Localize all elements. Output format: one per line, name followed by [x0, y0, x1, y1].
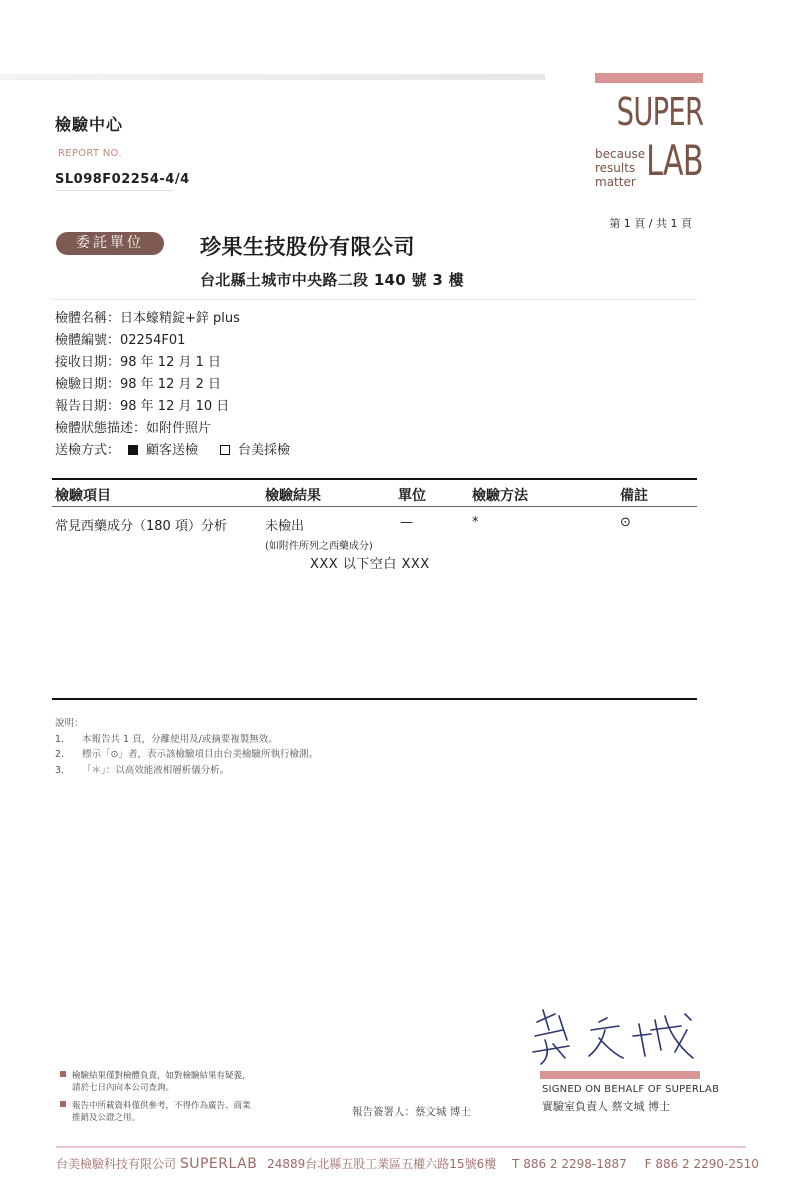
report-number: SL098F02254-4/4	[55, 172, 190, 187]
sample-id: 檢體編號：02254F01	[55, 333, 186, 348]
center-title: 檢驗中心	[55, 115, 124, 134]
bullet-square-icon	[60, 1101, 66, 1107]
note-item: 3. 「＊」：以高效能液相層析儀分析。	[55, 764, 230, 776]
header-unit: 單位	[398, 488, 426, 504]
top-scan-line	[0, 74, 545, 80]
logo-results: results	[595, 161, 636, 175]
header-item: 檢驗項目	[55, 488, 111, 504]
footer-divider	[56, 1146, 746, 1148]
signature-accent-bar	[540, 1071, 700, 1079]
report-number-underline	[55, 190, 173, 191]
notes	[55, 716, 318, 778]
logo-matter: matter	[595, 175, 636, 189]
option-sampling: 台美採檢	[238, 443, 291, 458]
checked-box-icon	[128, 445, 138, 455]
header-result: 檢驗結果	[265, 488, 321, 504]
option-customer: 顧客送檢	[146, 443, 199, 458]
received-date: 接收日期：98 年 12 月 1 日	[55, 355, 222, 370]
table-top-rule	[52, 478, 697, 480]
header-divider	[52, 299, 697, 300]
unchecked-box-icon	[220, 445, 230, 455]
client-company: 珍果生技股份有限公司	[200, 235, 415, 259]
note-item: 1. 本報告共 1 頁，分離使用及/或摘要複製無效。	[55, 733, 278, 745]
report-signer: 報告簽署人：蔡文城 博士	[352, 1106, 471, 1118]
superlab-logo	[595, 73, 703, 189]
logo-super-text: SUPER	[616, 90, 703, 134]
row-unit: —	[400, 515, 413, 530]
footer	[56, 1155, 759, 1172]
report-no-label: REPORT NO.	[58, 148, 122, 159]
lab-director: 實驗室負責人 蔡文城 博士	[542, 1100, 670, 1113]
tested-date: 檢驗日期：98 年 12 月 2 日	[55, 377, 222, 392]
logo-because: because	[595, 147, 646, 161]
table-header-rule	[52, 506, 697, 507]
client-address: 台北縣土城市中央路二段 140 號 3 樓	[200, 271, 464, 289]
bullet-square-icon	[60, 1071, 66, 1077]
row-item: 常見西藥成分（180 項）分析	[55, 519, 227, 534]
footer-address: 24889台北縣五股工業區五權六路15號6樓	[267, 1157, 497, 1171]
page-count: 第 1 頁 / 共 1 頁	[609, 217, 692, 230]
reported-date: 報告日期：98 年 12 月 10 日	[55, 399, 230, 414]
footer-fax: F 886 2 2290-2510	[644, 1157, 759, 1171]
table-bottom-rule	[52, 698, 697, 700]
footer-brand: SUPERLAB	[179, 1156, 258, 1172]
logo-accent-bar	[595, 73, 703, 83]
sample-name: 檢體名稱：日本蠔精錠+鋅 plus	[55, 311, 240, 326]
notes-title: 說明：	[55, 718, 84, 729]
signed-on-behalf: SIGNED ON BEHALF OF SUPERLAB	[542, 1084, 720, 1095]
header-method: 檢驗方法	[472, 488, 528, 504]
submission-method-label: 送檢方式：	[55, 443, 121, 458]
row-method: *	[472, 515, 479, 530]
handwritten-signature	[515, 1000, 705, 1070]
client-badge: 委託單位	[56, 232, 164, 255]
header-remark: 備註	[620, 488, 648, 504]
footer-company: 台美檢驗科技有限公司	[56, 1157, 177, 1171]
table-end-marker: XXX 以下空白 XXX	[310, 557, 430, 572]
note-item: 2. 標示「⊙」者，表示該檢驗項目由台美檢驗所執行檢測。	[55, 749, 318, 760]
row-remark: ⊙	[620, 515, 631, 530]
disclaimer-2: 報告中所載資料僅供參考，不得作為廣告、商業 推銷及公證之用。	[60, 1100, 251, 1124]
sample-condition: 檢體狀態描述：如附件照片	[55, 421, 212, 436]
row-result: 未檢出	[265, 519, 305, 534]
submission-method	[55, 440, 290, 462]
disclaimer-1: 檢驗結果僅對檢體負責，如對檢驗結果有疑義， 請於七日內向本公司查詢。	[60, 1070, 251, 1094]
logo-lab-text: LAB	[646, 136, 703, 185]
result-subnote: (如附件所列之西藥成分)	[265, 541, 373, 552]
footer-tel: T 886 2 2298-1887	[512, 1157, 627, 1171]
